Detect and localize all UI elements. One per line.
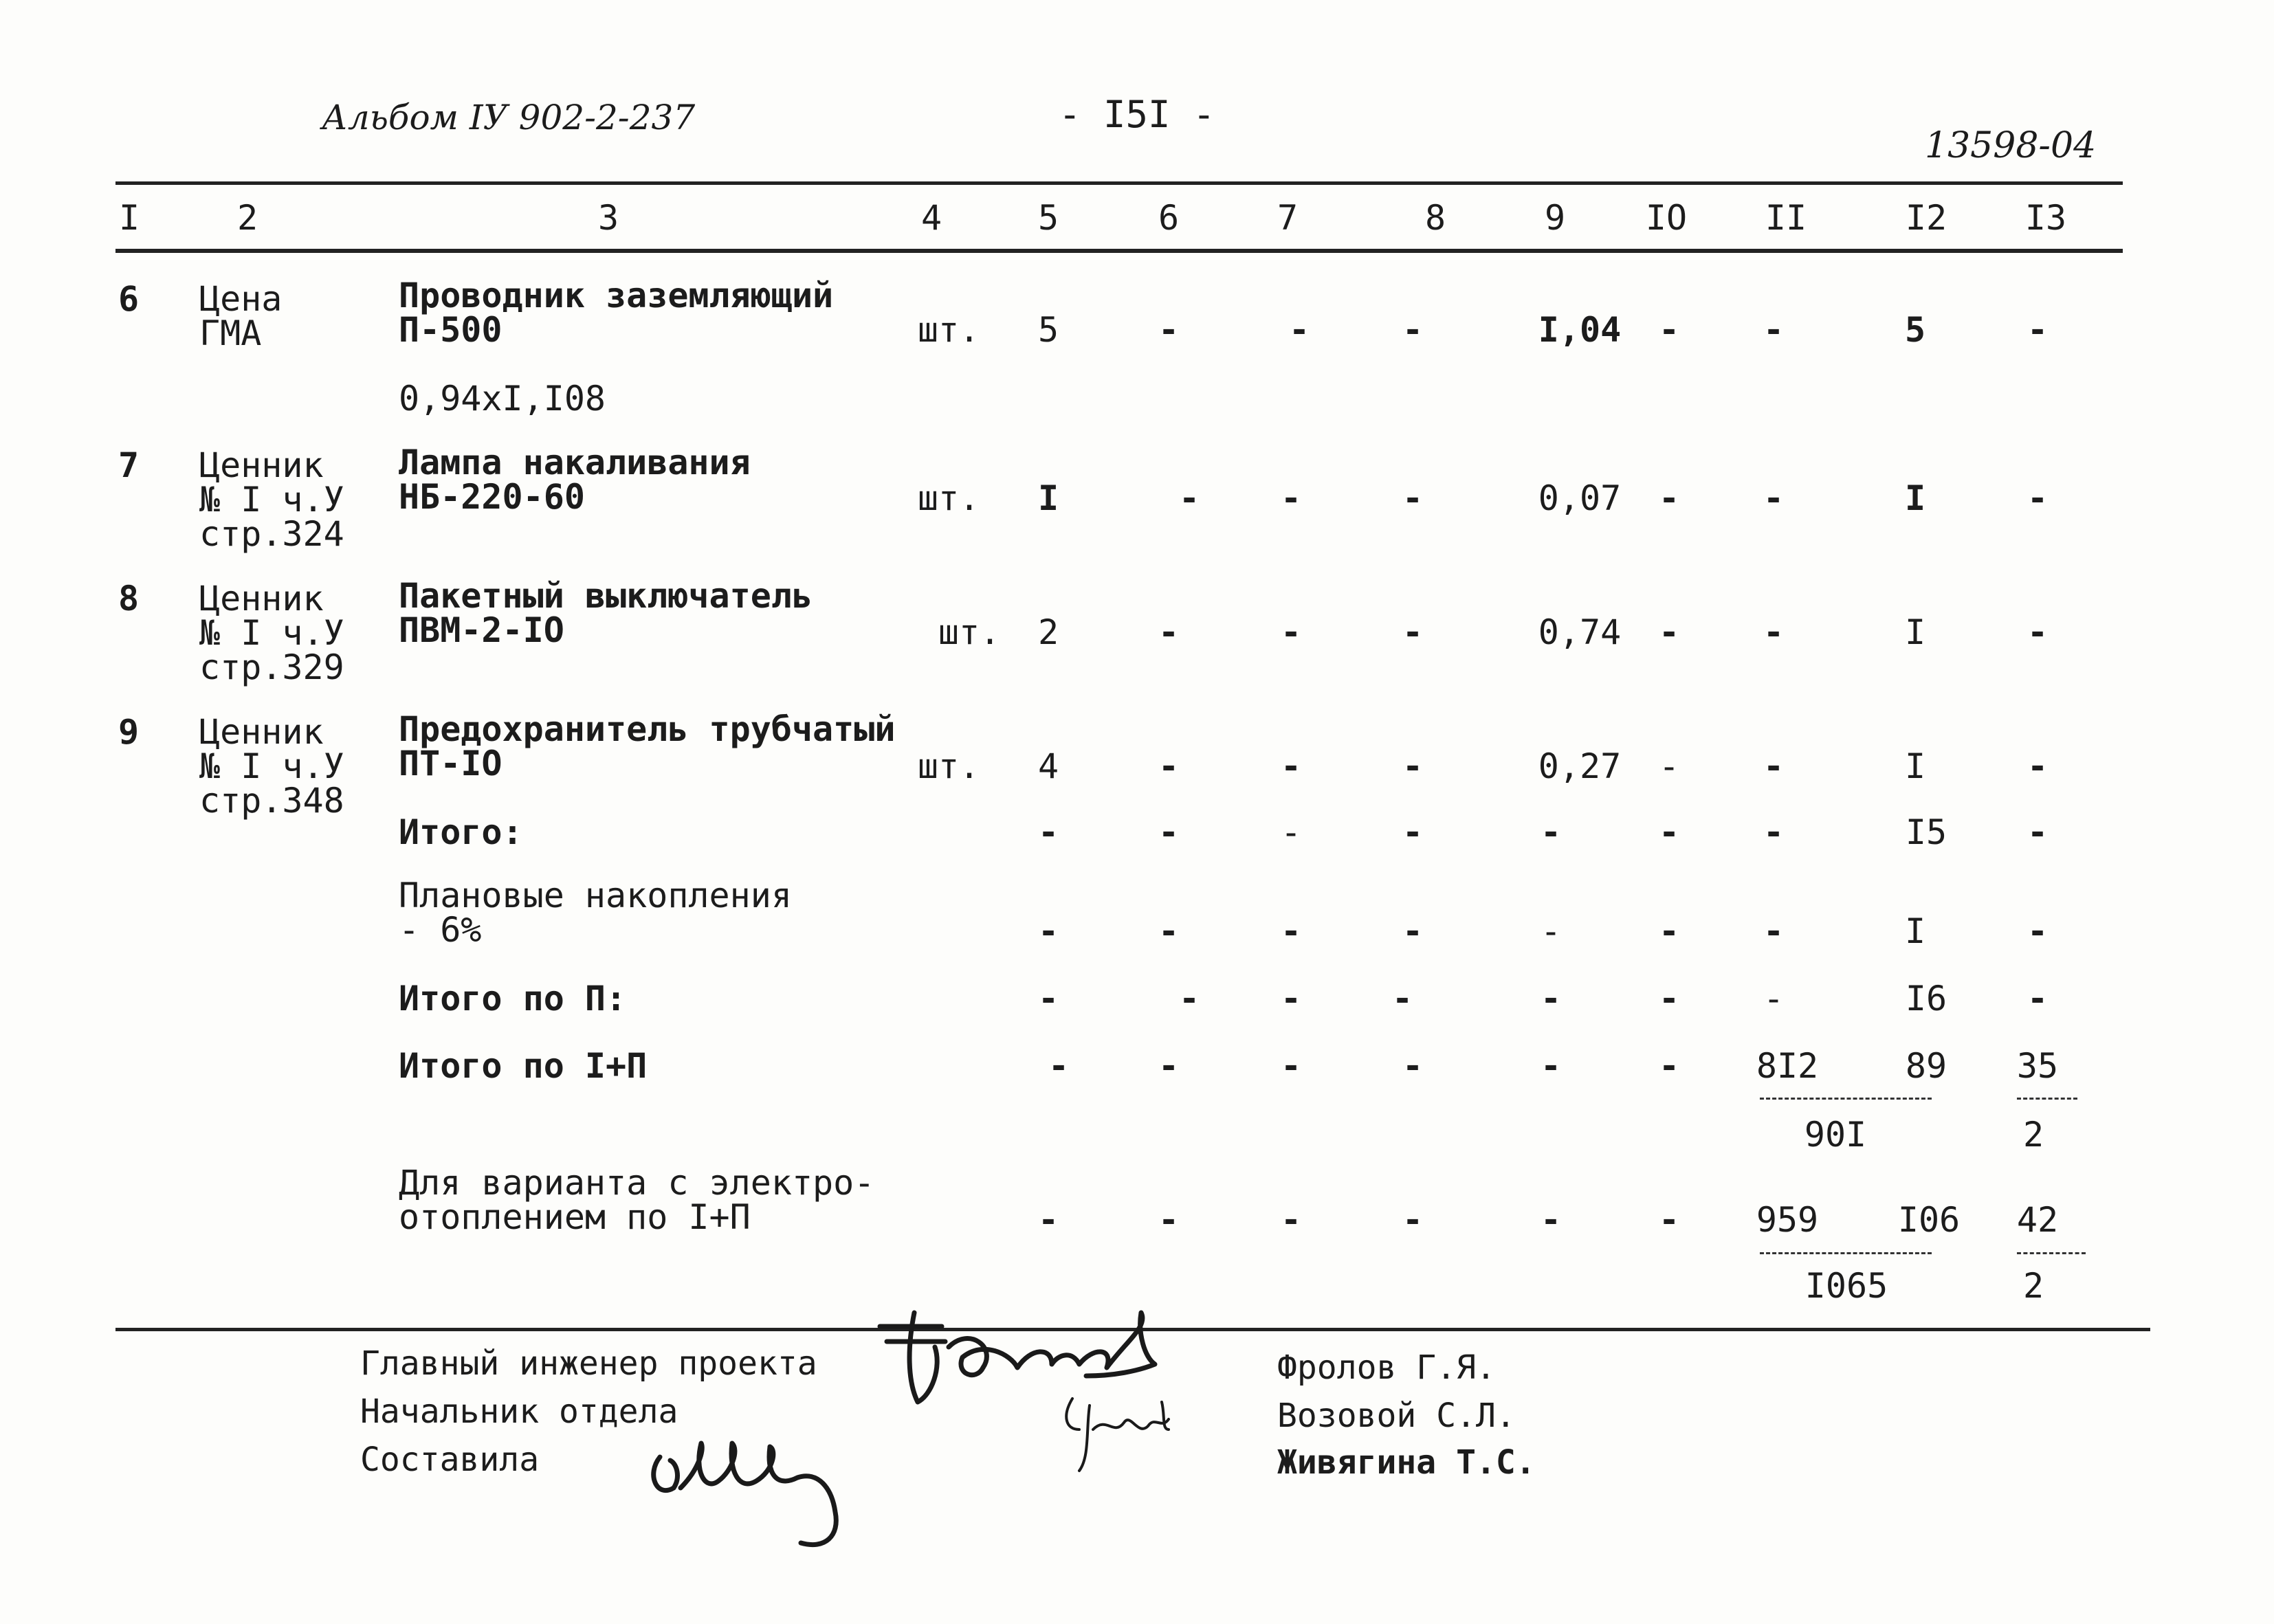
item-name: Лампа накаливания НБ-220-60 bbox=[399, 443, 751, 517]
cell-col-13: - bbox=[2027, 612, 2049, 652]
cell-col-9: 0,27 bbox=[1538, 746, 1622, 786]
cell-col-13: - bbox=[2027, 979, 2049, 1019]
unit: шт. bbox=[917, 478, 980, 518]
cell-col-9: - bbox=[1540, 1200, 1562, 1240]
cell-col-11: 959 bbox=[1756, 1200, 1819, 1240]
cell-col-12: I06 bbox=[1897, 1200, 1961, 1240]
unit: шт. bbox=[917, 746, 980, 786]
sum-underline bbox=[1760, 1252, 1932, 1254]
cell-col-7: - bbox=[1280, 478, 1302, 518]
price-source: Ценник № I ч.У стр.348 bbox=[199, 712, 344, 821]
cell-col-10: - bbox=[1658, 612, 1680, 652]
col-13-denominator: 2 bbox=[2022, 1115, 2044, 1155]
cell-col-8: - bbox=[1402, 746, 1424, 786]
col-header-8: 8 bbox=[1424, 198, 1446, 238]
cell-col-12: 89 bbox=[1905, 1046, 1947, 1086]
cell-col-13: - bbox=[2027, 746, 2049, 786]
item-calculation: 0,94xI,I08 bbox=[399, 379, 606, 419]
cell-col-10: - bbox=[1658, 812, 1680, 852]
col-header-13: I3 bbox=[2024, 198, 2067, 238]
handwritten-signature bbox=[639, 1423, 901, 1560]
row-number: 7 bbox=[118, 445, 140, 485]
cell-col-7: - bbox=[1280, 1046, 1302, 1086]
item-name: Пакетный выключатель ПВМ-2-IO bbox=[399, 576, 813, 650]
cell-col-11: - bbox=[1763, 746, 1785, 786]
cell-col-8: - bbox=[1402, 911, 1424, 951]
cell-col-6: - bbox=[1158, 1200, 1180, 1240]
cell-col-9: - bbox=[1540, 911, 1562, 951]
header-bottom-rule bbox=[115, 249, 2123, 253]
cell-col-13: - bbox=[2027, 310, 2049, 350]
col-13-denominator: 2 bbox=[2022, 1266, 2044, 1306]
cell-col-8: - bbox=[1402, 1046, 1424, 1086]
cell-col-11: - bbox=[1763, 478, 1785, 518]
cell-col-12: I6 bbox=[1905, 979, 1947, 1019]
sum-underline bbox=[1760, 1098, 1932, 1100]
fraction-line bbox=[2017, 1098, 2077, 1100]
col-header-9: 9 bbox=[1544, 198, 1566, 238]
signatory-name: Живягина Т.С. bbox=[1277, 1443, 1536, 1482]
cell-col-12: I bbox=[1904, 478, 1926, 518]
cell-col-11: - bbox=[1763, 979, 1785, 1019]
cell-col-8: - bbox=[1402, 310, 1424, 350]
cell-col-8: - bbox=[1402, 812, 1424, 852]
cell-col-6: - bbox=[1158, 310, 1180, 350]
cell-col-5: - bbox=[1037, 1200, 1059, 1240]
total-label: Для варианта с электро- отоплением по I+П bbox=[399, 1163, 875, 1237]
cell-col-12: I bbox=[1904, 612, 1926, 652]
album-reference: Альбом IУ 902-2-237 bbox=[322, 98, 696, 137]
cell-col-10: - bbox=[1658, 1046, 1680, 1086]
cell-col-10: - bbox=[1658, 746, 1680, 786]
col-header-2: 2 bbox=[236, 198, 258, 238]
unit: шт. bbox=[938, 612, 1001, 652]
cell-col-10: - bbox=[1658, 478, 1680, 518]
cell-col-12: I bbox=[1904, 911, 1926, 951]
cell-col-8: - bbox=[1402, 612, 1424, 652]
cell-col-13: 35 bbox=[2016, 1046, 2059, 1086]
sum-cols-11-12: 90I bbox=[1804, 1115, 1867, 1155]
col-header-10: IO bbox=[1645, 198, 1688, 238]
handwritten-signature bbox=[1059, 1388, 1196, 1478]
row-number: 8 bbox=[118, 579, 140, 619]
cell-col-6: - bbox=[1158, 812, 1180, 852]
cell-col-7: - bbox=[1288, 310, 1310, 350]
col-header-3: 3 bbox=[597, 198, 619, 238]
col-header-7: 7 bbox=[1277, 198, 1299, 238]
cell-col-7: - bbox=[1280, 746, 1302, 786]
cell-col-11: - bbox=[1763, 812, 1785, 852]
cell-col-5: - bbox=[1037, 812, 1059, 852]
cell-col-9: - bbox=[1540, 812, 1562, 852]
cell-col-9: - bbox=[1540, 979, 1562, 1019]
col-header-6: 6 bbox=[1158, 198, 1180, 238]
signatory-role: Составила bbox=[360, 1441, 540, 1479]
cell-col-9: 0,07 bbox=[1538, 478, 1622, 518]
table-top-rule bbox=[115, 181, 2123, 185]
row-number: 9 bbox=[118, 712, 140, 752]
cell-col-6: - bbox=[1178, 979, 1200, 1019]
cell-col-10: - bbox=[1658, 1200, 1680, 1240]
cell-col-11: 8I2 bbox=[1756, 1046, 1819, 1086]
sum-cols-11-12: I065 bbox=[1804, 1266, 1888, 1306]
signatory-name: Возовой С.Л. bbox=[1277, 1397, 1516, 1435]
cell-col-13: - bbox=[2027, 478, 2049, 518]
cell-col-12: I5 bbox=[1905, 812, 1947, 852]
item-name: Проводник заземляющий П-500 bbox=[399, 276, 834, 350]
cell-col-6: - bbox=[1178, 478, 1200, 518]
price-source: Ценник № I ч.У стр.324 bbox=[199, 445, 344, 554]
cell-col-6: - bbox=[1158, 1046, 1180, 1086]
signatory-role: Главный инженер проекта bbox=[360, 1344, 817, 1383]
cell-col-9: 0,74 bbox=[1538, 612, 1622, 652]
col-header-12: I2 bbox=[1905, 198, 1947, 238]
cell-col-8: - bbox=[1402, 478, 1424, 518]
cell-col-7: - bbox=[1280, 979, 1302, 1019]
cell-col-6: - bbox=[1158, 612, 1180, 652]
row-number: 6 bbox=[118, 279, 140, 319]
cell-col-11: - bbox=[1763, 310, 1785, 350]
cell-col-7: - bbox=[1280, 612, 1302, 652]
cell-col-8: - bbox=[1391, 979, 1413, 1019]
cell-col-10: - bbox=[1658, 911, 1680, 951]
price-source: Цена ГМА bbox=[199, 279, 283, 353]
signatory-role: Начальник отдела bbox=[360, 1392, 678, 1431]
document-number: 13598-04 bbox=[1925, 125, 2097, 166]
cell-col-7: - bbox=[1280, 911, 1302, 951]
cell-col-6: - bbox=[1158, 746, 1180, 786]
quantity: 2 bbox=[1037, 612, 1059, 652]
col-header-4: 4 bbox=[920, 198, 942, 238]
cell-col-12: 5 bbox=[1904, 310, 1926, 350]
cell-col-11: - bbox=[1763, 911, 1785, 951]
fraction-line bbox=[2017, 1252, 2086, 1254]
quantity: I bbox=[1037, 478, 1059, 518]
cell-col-10: - bbox=[1658, 310, 1680, 350]
cell-col-12: I bbox=[1904, 746, 1926, 786]
cell-col-13: - bbox=[2027, 812, 2049, 852]
total-label: Итого по П: bbox=[399, 979, 627, 1019]
cell-col-6: - bbox=[1158, 911, 1180, 951]
total-label: Итого по I+П bbox=[399, 1046, 648, 1086]
cell-col-7: - bbox=[1280, 812, 1302, 852]
col-header-5: 5 bbox=[1037, 198, 1059, 238]
cell-col-5: - bbox=[1037, 979, 1059, 1019]
cell-col-5: - bbox=[1048, 1046, 1070, 1086]
cell-col-7: - bbox=[1280, 1200, 1302, 1240]
total-label: Плановые накопления - 6% bbox=[399, 876, 792, 950]
cell-col-8: - bbox=[1402, 1200, 1424, 1240]
page-number: - I5I - bbox=[1059, 93, 1215, 136]
col-header-11: II bbox=[1765, 198, 1807, 238]
unit: шт. bbox=[917, 310, 980, 350]
cell-col-5: - bbox=[1037, 911, 1059, 951]
quantity: 5 bbox=[1037, 310, 1059, 350]
cell-col-9: I,04 bbox=[1538, 310, 1622, 350]
signatory-name: Фролов Г.Я. bbox=[1277, 1348, 1496, 1387]
price-source: Ценник № I ч.У стр.329 bbox=[199, 579, 344, 687]
cell-col-10: - bbox=[1658, 979, 1680, 1019]
quantity: 4 bbox=[1037, 746, 1059, 786]
cell-col-13: - bbox=[2027, 911, 2049, 951]
cell-col-11: - bbox=[1763, 612, 1785, 652]
item-name: Предохранитель трубчатый ПТ-IO bbox=[399, 709, 896, 783]
cell-col-13: 42 bbox=[2016, 1200, 2059, 1240]
total-label: Итого: bbox=[399, 812, 523, 852]
col-header-1: I bbox=[118, 198, 140, 238]
cell-col-9: - bbox=[1540, 1046, 1562, 1086]
